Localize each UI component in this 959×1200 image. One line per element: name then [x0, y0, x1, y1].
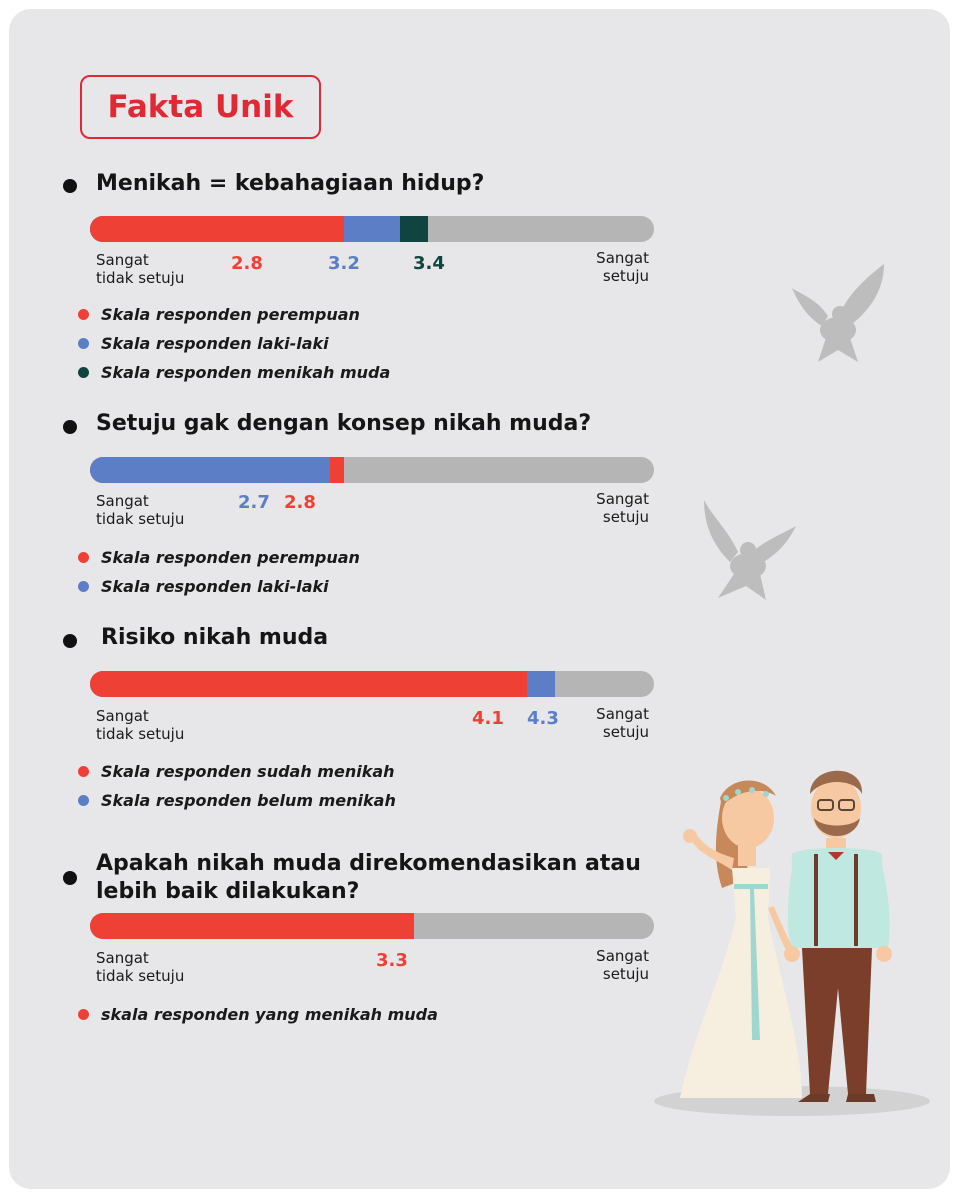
scale-max-label: Sangat setuju	[596, 947, 649, 983]
bar-segment	[90, 216, 344, 242]
legend-dot	[78, 795, 89, 806]
scale-min-label: Sangat tidak setuju	[96, 251, 185, 287]
legend-item	[78, 300, 390, 329]
question-title	[96, 850, 641, 906]
legend-label: Skala responden perempuan	[101, 305, 360, 324]
question-bullet	[63, 420, 77, 434]
scale-min-label: Sangat tidak setuju	[96, 707, 185, 743]
scale-max-label: Sangat setuju	[596, 249, 649, 285]
legend-label: Skala responden menikah muda	[101, 363, 391, 382]
value-label: 4.3	[527, 708, 559, 729]
legend-dot	[78, 581, 89, 592]
value-label: 2.8	[284, 492, 316, 513]
question-bullet	[63, 179, 77, 193]
legend-label: Skala responden sudah menikah	[101, 762, 395, 781]
question-title: Risiko nikah muda	[101, 625, 329, 650]
value-label: 2.7	[238, 492, 270, 513]
legend-label: Skala responden belum menikah	[101, 791, 396, 810]
question-title: Setuju gak dengan konsep nikah muda?	[96, 411, 592, 436]
legend-item	[78, 786, 396, 815]
scale-bar	[90, 913, 654, 939]
value-label: 3.4	[413, 253, 445, 274]
scale-min-label: Sangat tidak setuju	[96, 492, 185, 528]
legend	[78, 757, 396, 815]
legend-item	[78, 543, 360, 572]
legend-dot	[78, 1009, 89, 1020]
scale-bar	[90, 216, 654, 242]
legend-label: Skala responden laki-laki	[101, 577, 329, 596]
value-label: 2.8	[231, 253, 263, 274]
legend-label: skala responden yang menikah muda	[101, 1005, 438, 1024]
legend-dot	[78, 766, 89, 777]
legend-dot	[78, 367, 89, 378]
value-label: 3.3	[376, 950, 408, 971]
question-title-line: lebih baik dilakukan?	[96, 879, 360, 904]
legend-label: Skala responden laki-laki	[101, 334, 329, 353]
legend	[78, 1000, 438, 1029]
legend-item	[78, 572, 360, 601]
wedding-couple-illustration	[652, 758, 932, 1123]
legend-dot	[78, 552, 89, 563]
question-title-line: Apakah nikah muda direkomendasikan atau	[96, 851, 641, 876]
question-bullet	[63, 634, 77, 648]
legend-label: Skala responden perempuan	[101, 548, 360, 567]
legend-item	[78, 1000, 438, 1029]
bar-segment	[90, 457, 330, 483]
question-bullet	[63, 871, 77, 885]
legend-item	[78, 358, 390, 387]
scale-max-label: Sangat setuju	[596, 705, 649, 741]
legend	[78, 300, 390, 387]
legend-item	[78, 329, 390, 358]
dove-icon	[788, 258, 892, 370]
dove-icon	[698, 494, 802, 606]
scale-bar	[90, 671, 654, 697]
title-box	[80, 75, 321, 139]
bar-segment	[90, 671, 527, 697]
scale-min-label: Sangat tidak setuju	[96, 949, 185, 985]
legend-item	[78, 757, 396, 786]
legend-dot	[78, 338, 89, 349]
value-label: 3.2	[328, 253, 360, 274]
scale-bar	[90, 457, 654, 483]
value-label: 4.1	[472, 708, 504, 729]
question-title: Menikah = kebahagiaan hidup?	[96, 171, 485, 196]
scale-max-label: Sangat setuju	[596, 490, 649, 526]
page-title: Fakta Unik	[107, 89, 294, 125]
legend	[78, 543, 360, 601]
legend-dot	[78, 309, 89, 320]
bar-segment	[90, 913, 414, 939]
